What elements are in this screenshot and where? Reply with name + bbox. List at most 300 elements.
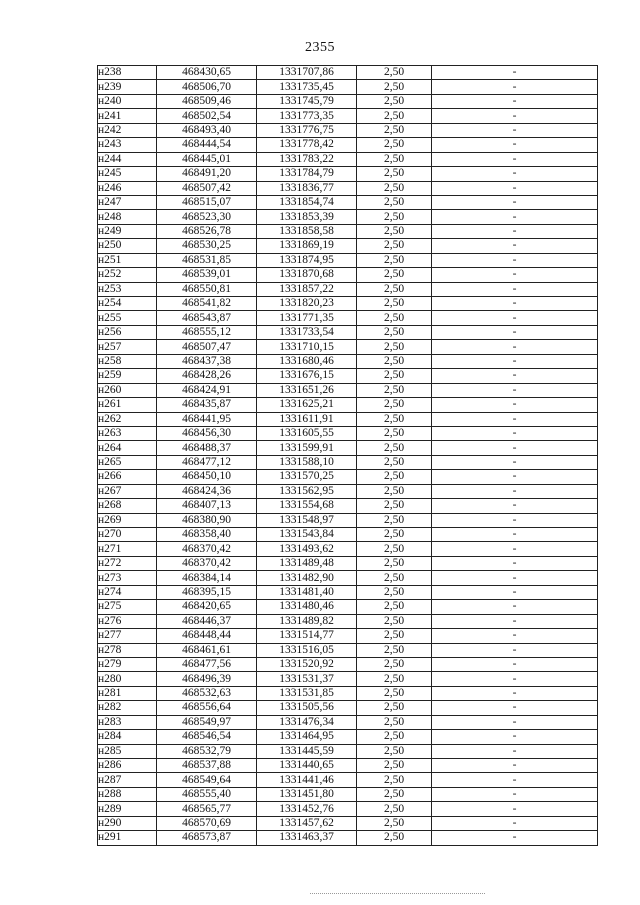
note-cell: - [432, 311, 598, 325]
note-cell: - [432, 340, 598, 354]
x-coordinate-cell: 468493,40 [157, 123, 257, 137]
accuracy-cell: 2,50 [357, 109, 432, 123]
point-id-cell: н279 [98, 657, 157, 671]
point-id-cell: н239 [98, 80, 157, 94]
point-id-cell: н287 [98, 773, 157, 787]
table-row [98, 571, 598, 585]
table-row [98, 195, 598, 209]
x-coordinate-cell: 468526,78 [157, 224, 257, 238]
note-cell: - [432, 167, 598, 181]
table-row [98, 383, 598, 397]
point-id-cell: н269 [98, 513, 157, 527]
point-id-cell: н262 [98, 412, 157, 426]
y-coordinate-cell: 1331710,15 [257, 340, 357, 354]
y-coordinate-cell: 1331554,68 [257, 499, 357, 513]
accuracy-cell: 2,50 [357, 398, 432, 412]
point-id-cell: н280 [98, 672, 157, 686]
y-coordinate-cell: 1331776,75 [257, 123, 357, 137]
table-row [98, 585, 598, 599]
x-coordinate-cell: 468446,37 [157, 614, 257, 628]
y-coordinate-cell: 1331651,26 [257, 383, 357, 397]
coordinates-table [97, 65, 598, 846]
accuracy-cell: 2,50 [357, 210, 432, 224]
note-cell: - [432, 571, 598, 585]
accuracy-cell: 2,50 [357, 686, 432, 700]
table-row [98, 138, 598, 152]
accuracy-cell: 2,50 [357, 412, 432, 426]
accuracy-cell: 2,50 [357, 513, 432, 527]
note-cell: - [432, 138, 598, 152]
y-coordinate-cell: 1331707,86 [257, 66, 357, 80]
note-cell: - [432, 730, 598, 744]
x-coordinate-cell: 468549,64 [157, 773, 257, 787]
accuracy-cell: 2,50 [357, 426, 432, 440]
point-id-cell: н288 [98, 787, 157, 801]
x-coordinate-cell: 468507,47 [157, 340, 257, 354]
x-coordinate-cell: 468444,54 [157, 138, 257, 152]
y-coordinate-cell: 1331857,22 [257, 282, 357, 296]
accuracy-cell: 2,50 [357, 470, 432, 484]
y-coordinate-cell: 1331548,97 [257, 513, 357, 527]
note-cell: - [432, 802, 598, 816]
x-coordinate-cell: 468573,87 [157, 831, 257, 845]
y-coordinate-cell: 1331464,95 [257, 730, 357, 744]
point-id-cell: н260 [98, 383, 157, 397]
y-coordinate-cell: 1331778,42 [257, 138, 357, 152]
note-cell: - [432, 484, 598, 498]
x-coordinate-cell: 468428,26 [157, 369, 257, 383]
accuracy-cell: 2,50 [357, 484, 432, 498]
point-id-cell: н263 [98, 426, 157, 440]
point-id-cell: н275 [98, 600, 157, 614]
y-coordinate-cell: 1331625,21 [257, 398, 357, 412]
x-coordinate-cell: 468502,54 [157, 109, 257, 123]
y-coordinate-cell: 1331520,92 [257, 657, 357, 671]
point-id-cell: н241 [98, 109, 157, 123]
note-cell: - [432, 109, 598, 123]
y-coordinate-cell: 1331482,90 [257, 571, 357, 585]
x-coordinate-cell: 468550,81 [157, 282, 257, 296]
accuracy-cell: 2,50 [357, 744, 432, 758]
y-coordinate-cell: 1331451,80 [257, 787, 357, 801]
x-coordinate-cell: 468424,91 [157, 383, 257, 397]
table-row [98, 643, 598, 657]
x-coordinate-cell: 468549,97 [157, 715, 257, 729]
point-id-cell: н240 [98, 94, 157, 108]
y-coordinate-cell: 1331489,82 [257, 614, 357, 628]
accuracy-cell: 2,50 [357, 816, 432, 830]
table-row [98, 657, 598, 671]
point-id-cell: н238 [98, 66, 157, 80]
point-id-cell: н285 [98, 744, 157, 758]
table-row [98, 556, 598, 570]
y-coordinate-cell: 1331733,54 [257, 325, 357, 339]
accuracy-cell: 2,50 [357, 282, 432, 296]
x-coordinate-cell: 468488,37 [157, 441, 257, 455]
point-id-cell: н258 [98, 354, 157, 368]
table-row [98, 311, 598, 325]
table-row [98, 600, 598, 614]
accuracy-cell: 2,50 [357, 441, 432, 455]
x-coordinate-cell: 468515,07 [157, 195, 257, 209]
y-coordinate-cell: 1331562,95 [257, 484, 357, 498]
note-cell: - [432, 701, 598, 715]
x-coordinate-cell: 468430,65 [157, 66, 257, 80]
table-row [98, 253, 598, 267]
accuracy-cell: 2,50 [357, 759, 432, 773]
y-coordinate-cell: 1331676,15 [257, 369, 357, 383]
y-coordinate-cell: 1331440,65 [257, 759, 357, 773]
y-coordinate-cell: 1331452,76 [257, 802, 357, 816]
note-cell: - [432, 744, 598, 758]
y-coordinate-cell: 1331605,55 [257, 426, 357, 440]
accuracy-cell: 2,50 [357, 672, 432, 686]
point-id-cell: н245 [98, 167, 157, 181]
table-row [98, 80, 598, 94]
note-cell: - [432, 715, 598, 729]
y-coordinate-cell: 1331858,58 [257, 224, 357, 238]
accuracy-cell: 2,50 [357, 455, 432, 469]
x-coordinate-cell: 468530,25 [157, 239, 257, 253]
accuracy-cell: 2,50 [357, 730, 432, 744]
y-coordinate-cell: 1331476,34 [257, 715, 357, 729]
accuracy-cell: 2,50 [357, 195, 432, 209]
x-coordinate-cell: 468477,12 [157, 455, 257, 469]
y-coordinate-cell: 1331836,77 [257, 181, 357, 195]
table-row [98, 109, 598, 123]
note-cell: - [432, 383, 598, 397]
table-row [98, 210, 598, 224]
y-coordinate-cell: 1331599,91 [257, 441, 357, 455]
x-coordinate-cell: 468532,79 [157, 744, 257, 758]
note-cell: - [432, 268, 598, 282]
note-cell: - [432, 773, 598, 787]
table-row [98, 181, 598, 195]
point-id-cell: н257 [98, 340, 157, 354]
table-row [98, 369, 598, 383]
note-cell: - [432, 672, 598, 686]
note-cell: - [432, 542, 598, 556]
note-cell: - [432, 787, 598, 801]
x-coordinate-cell: 468555,40 [157, 787, 257, 801]
note-cell: - [432, 195, 598, 209]
x-coordinate-cell: 468435,87 [157, 398, 257, 412]
x-coordinate-cell: 468541,82 [157, 297, 257, 311]
table-row [98, 398, 598, 412]
table-row [98, 831, 598, 845]
accuracy-cell: 2,50 [357, 528, 432, 542]
y-coordinate-cell: 1331531,37 [257, 672, 357, 686]
point-id-cell: н290 [98, 816, 157, 830]
x-coordinate-cell: 468546,54 [157, 730, 257, 744]
x-coordinate-cell: 468420,65 [157, 600, 257, 614]
note-cell: - [432, 816, 598, 830]
table-row [98, 715, 598, 729]
accuracy-cell: 2,50 [357, 571, 432, 585]
table-row [98, 167, 598, 181]
accuracy-cell: 2,50 [357, 123, 432, 137]
point-id-cell: н289 [98, 802, 157, 816]
note-cell: - [432, 426, 598, 440]
point-id-cell: н244 [98, 152, 157, 166]
y-coordinate-cell: 1331505,56 [257, 701, 357, 715]
y-coordinate-cell: 1331783,22 [257, 152, 357, 166]
table-row [98, 455, 598, 469]
point-id-cell: н259 [98, 369, 157, 383]
note-cell: - [432, 94, 598, 108]
y-coordinate-cell: 1331445,59 [257, 744, 357, 758]
x-coordinate-cell: 468507,42 [157, 181, 257, 195]
x-coordinate-cell: 468456,30 [157, 426, 257, 440]
note-cell: - [432, 629, 598, 643]
accuracy-cell: 2,50 [357, 600, 432, 614]
y-coordinate-cell: 1331611,91 [257, 412, 357, 426]
coordinates-table-body [98, 66, 598, 846]
note-cell: - [432, 297, 598, 311]
table-row [98, 297, 598, 311]
x-coordinate-cell: 468407,13 [157, 499, 257, 513]
accuracy-cell: 2,50 [357, 354, 432, 368]
table-row [98, 513, 598, 527]
accuracy-cell: 2,50 [357, 715, 432, 729]
point-id-cell: н270 [98, 528, 157, 542]
point-id-cell: н266 [98, 470, 157, 484]
x-coordinate-cell: 468424,36 [157, 484, 257, 498]
y-coordinate-cell: 1331514,77 [257, 629, 357, 643]
note-cell: - [432, 123, 598, 137]
x-coordinate-cell: 468556,64 [157, 701, 257, 715]
y-coordinate-cell: 1331543,84 [257, 528, 357, 542]
point-id-cell: н252 [98, 268, 157, 282]
y-coordinate-cell: 1331745,79 [257, 94, 357, 108]
x-coordinate-cell: 468531,85 [157, 253, 257, 267]
accuracy-cell: 2,50 [357, 138, 432, 152]
note-cell: - [432, 80, 598, 94]
x-coordinate-cell: 468380,90 [157, 513, 257, 527]
point-id-cell: н255 [98, 311, 157, 325]
accuracy-cell: 2,50 [357, 239, 432, 253]
x-coordinate-cell: 468509,46 [157, 94, 257, 108]
accuracy-cell: 2,50 [357, 297, 432, 311]
x-coordinate-cell: 468370,42 [157, 556, 257, 570]
y-coordinate-cell: 1331531,85 [257, 686, 357, 700]
table-row [98, 759, 598, 773]
x-coordinate-cell: 468555,12 [157, 325, 257, 339]
point-id-cell: н273 [98, 571, 157, 585]
point-id-cell: н281 [98, 686, 157, 700]
table-row [98, 354, 598, 368]
accuracy-cell: 2,50 [357, 152, 432, 166]
y-coordinate-cell: 1331481,40 [257, 585, 357, 599]
accuracy-cell: 2,50 [357, 831, 432, 845]
note-cell: - [432, 398, 598, 412]
point-id-cell: н272 [98, 556, 157, 570]
point-id-cell: н282 [98, 701, 157, 715]
table-row [98, 672, 598, 686]
x-coordinate-cell: 468537,88 [157, 759, 257, 773]
point-id-cell: н267 [98, 484, 157, 498]
note-cell: - [432, 686, 598, 700]
y-coordinate-cell: 1331854,74 [257, 195, 357, 209]
note-cell: - [432, 354, 598, 368]
y-coordinate-cell: 1331516,05 [257, 643, 357, 657]
table-row [98, 773, 598, 787]
table-row [98, 816, 598, 830]
x-coordinate-cell: 468461,61 [157, 643, 257, 657]
page-number: 2355 [305, 40, 335, 55]
table-row [98, 412, 598, 426]
point-id-cell: н286 [98, 759, 157, 773]
table-row [98, 94, 598, 108]
bottom-divider [310, 893, 485, 895]
x-coordinate-cell: 468506,70 [157, 80, 257, 94]
y-coordinate-cell: 1331480,46 [257, 600, 357, 614]
note-cell: - [432, 369, 598, 383]
point-id-cell: н248 [98, 210, 157, 224]
point-id-cell: н264 [98, 441, 157, 455]
accuracy-cell: 2,50 [357, 94, 432, 108]
accuracy-cell: 2,50 [357, 311, 432, 325]
y-coordinate-cell: 1331870,68 [257, 268, 357, 282]
note-cell: - [432, 239, 598, 253]
table-row [98, 152, 598, 166]
note-cell: - [432, 66, 598, 80]
accuracy-cell: 2,50 [357, 80, 432, 94]
note-cell: - [432, 585, 598, 599]
y-coordinate-cell: 1331771,35 [257, 311, 357, 325]
table-row [98, 542, 598, 556]
note-cell: - [432, 325, 598, 339]
point-id-cell: н278 [98, 643, 157, 657]
point-id-cell: н256 [98, 325, 157, 339]
y-coordinate-cell: 1331784,79 [257, 167, 357, 181]
point-id-cell: н246 [98, 181, 157, 195]
point-id-cell: н271 [98, 542, 157, 556]
point-id-cell: н274 [98, 585, 157, 599]
y-coordinate-cell: 1331441,46 [257, 773, 357, 787]
accuracy-cell: 2,50 [357, 167, 432, 181]
table-row [98, 470, 598, 484]
table-row [98, 282, 598, 296]
x-coordinate-cell: 468539,01 [157, 268, 257, 282]
x-coordinate-cell: 468523,30 [157, 210, 257, 224]
point-id-cell: н247 [98, 195, 157, 209]
x-coordinate-cell: 468532,63 [157, 686, 257, 700]
note-cell: - [432, 441, 598, 455]
point-id-cell: н253 [98, 282, 157, 296]
point-id-cell: н251 [98, 253, 157, 267]
table-row [98, 614, 598, 628]
point-id-cell: н284 [98, 730, 157, 744]
y-coordinate-cell: 1331874,95 [257, 253, 357, 267]
accuracy-cell: 2,50 [357, 369, 432, 383]
x-coordinate-cell: 468477,56 [157, 657, 257, 671]
table-row [98, 66, 598, 80]
point-id-cell: н277 [98, 629, 157, 643]
point-id-cell: н261 [98, 398, 157, 412]
y-coordinate-cell: 1331457,62 [257, 816, 357, 830]
note-cell: - [432, 556, 598, 570]
y-coordinate-cell: 1331773,35 [257, 109, 357, 123]
x-coordinate-cell: 468395,15 [157, 585, 257, 599]
x-coordinate-cell: 468565,77 [157, 802, 257, 816]
note-cell: - [432, 831, 598, 845]
note-cell: - [432, 470, 598, 484]
note-cell: - [432, 210, 598, 224]
note-cell: - [432, 499, 598, 513]
x-coordinate-cell: 468445,01 [157, 152, 257, 166]
accuracy-cell: 2,50 [357, 542, 432, 556]
table-row [98, 325, 598, 339]
point-id-cell: н283 [98, 715, 157, 729]
accuracy-cell: 2,50 [357, 787, 432, 801]
accuracy-cell: 2,50 [357, 224, 432, 238]
y-coordinate-cell: 1331489,48 [257, 556, 357, 570]
table-row [98, 224, 598, 238]
accuracy-cell: 2,50 [357, 556, 432, 570]
table-row [98, 499, 598, 513]
x-coordinate-cell: 468358,40 [157, 528, 257, 542]
accuracy-cell: 2,50 [357, 268, 432, 282]
point-id-cell: н243 [98, 138, 157, 152]
accuracy-cell: 2,50 [357, 629, 432, 643]
y-coordinate-cell: 1331463,37 [257, 831, 357, 845]
x-coordinate-cell: 468384,14 [157, 571, 257, 585]
table-row [98, 744, 598, 758]
note-cell: - [432, 643, 598, 657]
accuracy-cell: 2,50 [357, 383, 432, 397]
accuracy-cell: 2,50 [357, 657, 432, 671]
x-coordinate-cell: 468570,69 [157, 816, 257, 830]
table-row [98, 239, 598, 253]
table-row [98, 441, 598, 455]
note-cell: - [432, 614, 598, 628]
table-row [98, 629, 598, 643]
accuracy-cell: 2,50 [357, 701, 432, 715]
x-coordinate-cell: 468370,42 [157, 542, 257, 556]
note-cell: - [432, 600, 598, 614]
note-cell: - [432, 455, 598, 469]
table-row [98, 787, 598, 801]
accuracy-cell: 2,50 [357, 181, 432, 195]
point-id-cell: н249 [98, 224, 157, 238]
accuracy-cell: 2,50 [357, 325, 432, 339]
accuracy-cell: 2,50 [357, 773, 432, 787]
y-coordinate-cell: 1331570,25 [257, 470, 357, 484]
x-coordinate-cell: 468441,95 [157, 412, 257, 426]
note-cell: - [432, 282, 598, 296]
accuracy-cell: 2,50 [357, 499, 432, 513]
x-coordinate-cell: 468496,39 [157, 672, 257, 686]
note-cell: - [432, 528, 598, 542]
accuracy-cell: 2,50 [357, 66, 432, 80]
accuracy-cell: 2,50 [357, 253, 432, 267]
table-row [98, 528, 598, 542]
note-cell: - [432, 759, 598, 773]
x-coordinate-cell: 468491,20 [157, 167, 257, 181]
note-cell: - [432, 224, 598, 238]
table-row [98, 686, 598, 700]
table-row [98, 802, 598, 816]
point-id-cell: н268 [98, 499, 157, 513]
accuracy-cell: 2,50 [357, 585, 432, 599]
accuracy-cell: 2,50 [357, 802, 432, 816]
note-cell: - [432, 657, 598, 671]
y-coordinate-cell: 1331820,23 [257, 297, 357, 311]
table-row [98, 701, 598, 715]
point-id-cell: н265 [98, 455, 157, 469]
table-row [98, 340, 598, 354]
